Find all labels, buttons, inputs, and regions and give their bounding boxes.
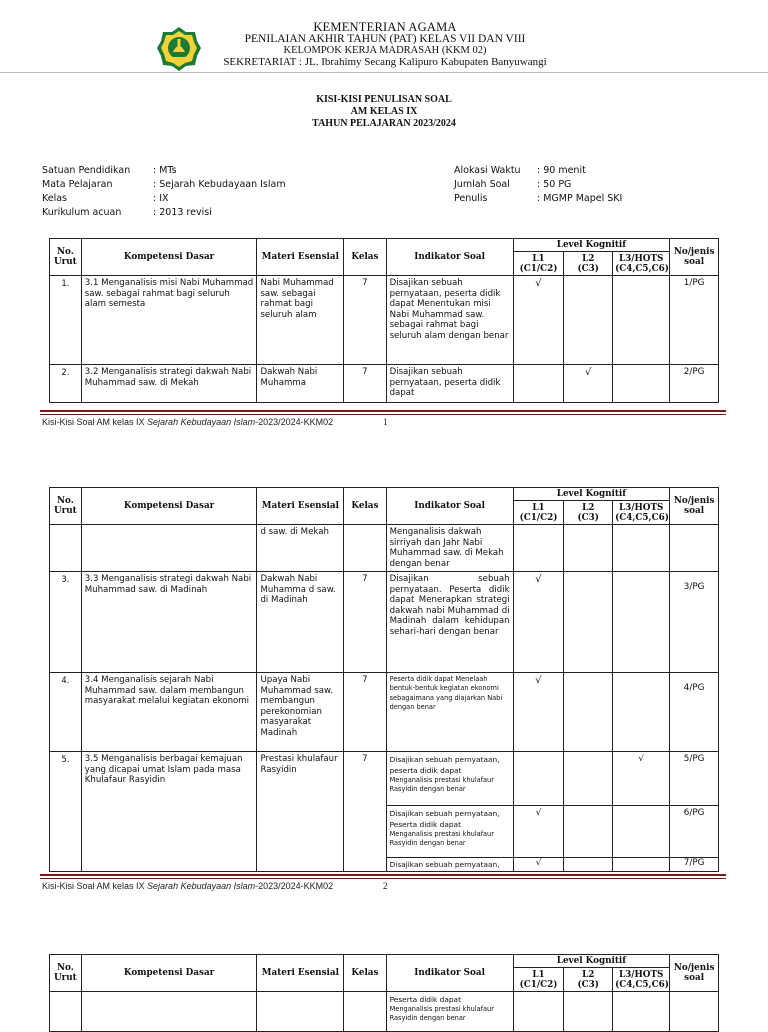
letterhead-exam: PENILAIAN AKHIR TAHUN (PAT) KELAS VII DAN VIII xyxy=(244,33,526,45)
row-l2 xyxy=(564,572,613,673)
header-l3 xyxy=(613,501,670,525)
row-kd: 3.3 Menganalisis strategi dakwah Nabi Muhammad saw. di Madinah xyxy=(81,572,257,673)
header-nojenis: No/jenis soal xyxy=(670,488,719,525)
row-nojenis: 4/PG xyxy=(670,673,719,752)
table-row xyxy=(50,365,719,403)
row-l1 xyxy=(513,525,564,572)
kisi-table-page3 xyxy=(49,954,719,1032)
meta-value: : MGMP Mapel SKI xyxy=(537,193,623,204)
row-no: 3. xyxy=(50,572,82,673)
row-kelas: 7 xyxy=(344,276,386,365)
header-level: Level Kognitif xyxy=(513,488,670,501)
footer-rule-thin xyxy=(40,878,726,879)
indikator-detail: Menganalisis prestasi khulafaur Rasyidin dengan benar xyxy=(389,776,494,794)
row-no xyxy=(50,525,82,572)
footer-suffix: -2023/2024-KKM02 xyxy=(255,881,334,891)
header-l1-sub: (C1/C2) xyxy=(519,512,558,523)
row-kd: 3.4 Menganalisis sejarah Nabi Muhammad saw. dalam membangun masyarakat melalui kegiatan ekonomi xyxy=(81,673,257,752)
row-kelas: 7 xyxy=(344,673,386,752)
row-nojenis: 7/PG xyxy=(670,858,719,872)
row-kelas: 7 xyxy=(344,365,386,403)
header-l1 xyxy=(513,501,564,525)
row-l2 xyxy=(564,806,613,858)
header-l1-label: L1 xyxy=(532,253,545,264)
meta-label: Kelas xyxy=(42,193,68,204)
header-l3-sub: (C4,C5,C6) xyxy=(615,979,669,990)
row-l3 xyxy=(613,673,670,752)
row-indikator xyxy=(386,673,513,752)
header-kelas: Kelas xyxy=(344,488,386,525)
row-l3 xyxy=(613,992,670,1032)
row-materi: Nabi Muhammad saw. sebagai rahmat bagi seluruh alam xyxy=(257,276,344,365)
row-l3 xyxy=(613,572,670,673)
header-l1-sub: (C1/C2) xyxy=(519,979,558,990)
row-nojenis: 2/PG xyxy=(670,365,719,403)
meta-row xyxy=(42,179,342,193)
table-row xyxy=(50,525,719,572)
meta-row xyxy=(454,179,714,193)
letterhead-rule xyxy=(0,72,768,73)
header-kd: Kompetensi Dasar xyxy=(81,239,257,276)
row-kd xyxy=(81,525,257,572)
row-materi: Dakwah Nabi Muhamma d saw. di Madinah xyxy=(257,572,344,673)
meta-label: Alokasi Waktu xyxy=(454,165,521,176)
meta-label: Jumlah Soal xyxy=(454,179,510,190)
row-no: 4. xyxy=(50,673,82,752)
header-l3 xyxy=(613,968,670,992)
header-l2-sub: (C3) xyxy=(577,263,599,274)
row-kd: 3.2 Menganalisis strategi dakwah Nabi Muhammad saw. di Mekah xyxy=(81,365,257,403)
row-kelas: 7 xyxy=(344,572,386,673)
header-l2-label: L2 xyxy=(582,969,595,980)
row-l3 xyxy=(613,365,670,403)
meta-value: : 90 menit xyxy=(537,165,586,176)
meta-right xyxy=(454,165,714,207)
table-header-row xyxy=(50,955,719,968)
header-indikator: Indikator Soal xyxy=(386,955,513,992)
header-l1-label: L1 xyxy=(532,502,545,513)
header-l3-label: L3/HOTS xyxy=(618,969,664,980)
header-materi: Materi Esensial xyxy=(257,488,344,525)
row-indikator xyxy=(386,806,513,858)
indikator-lead: Disajikan sebuah pernyataan, xyxy=(389,860,500,869)
row-nojenis: 1/PG xyxy=(670,276,719,365)
header-l3-label: L3/HOTS xyxy=(618,502,664,513)
footer-rule-thin xyxy=(40,414,726,415)
row-l2 xyxy=(564,525,613,572)
table-header-row xyxy=(50,488,719,501)
header-l2 xyxy=(564,252,613,276)
row-nojenis: 6/PG xyxy=(670,806,719,858)
header-kelas: Kelas xyxy=(344,239,386,276)
footer-suffix: -2023/2024-KKM02 xyxy=(255,417,334,427)
header-l1-label: L1 xyxy=(532,969,545,980)
footer-subject: Sejarah Kebudayaan Islam xyxy=(147,417,256,427)
header-l2 xyxy=(564,501,613,525)
row-kelas xyxy=(344,525,386,572)
row-no: 2. xyxy=(50,365,82,403)
row-l1-check: √ xyxy=(513,806,564,858)
footer-text-page2 xyxy=(42,881,333,891)
indikator-detail: Menelaah bentuk-bentuk kegiatan ekonomi sebagaimana yang diajarkan Nabi dengan benar xyxy=(389,675,503,712)
indikator-lead: Peserta didik dapat xyxy=(389,995,461,1004)
row-l1-check: √ xyxy=(513,673,564,752)
indikator-lead: Disajikan sebuah pernyataan, Peserta didik dapat xyxy=(389,809,500,829)
page-number-1: 1 xyxy=(383,417,388,427)
row-l2 xyxy=(564,276,613,365)
table-row xyxy=(50,673,719,752)
row-kelas xyxy=(344,992,386,1032)
meta-value: : 50 PG xyxy=(537,179,572,190)
letterhead-ministry: KEMENTERIAN AGAMA xyxy=(313,20,457,34)
row-indikator: Disajikan sebuah pernyataan, peserta didik dapat xyxy=(386,365,513,403)
row-l3 xyxy=(613,525,670,572)
meta-row xyxy=(42,193,342,207)
meta-row xyxy=(42,207,342,221)
indikator-detail: Menganalisis prestasi khulafaur Rasyidin dengan benar xyxy=(389,830,494,848)
header-level: Level Kognitif xyxy=(513,239,670,252)
doc-title-2: AM KELAS IX xyxy=(350,106,418,117)
meta-value: : IX xyxy=(153,193,169,204)
letterhead-group: KELOMPOK KERJA MADRASAH (KKM 02) xyxy=(283,45,487,56)
row-kd: 3.1 Menganalisis misi Nabi Muhammad saw. sebagai rahmat bagi seluruh alam semesta xyxy=(81,276,257,365)
header-materi: Materi Esensial xyxy=(257,239,344,276)
table-row xyxy=(50,572,719,673)
row-indikator: Menganalisis dakwah sirriyah dan Jahr Nabi Muhammad saw. di Mekah dengan benar xyxy=(386,525,513,572)
header-l2-sub: (C3) xyxy=(577,512,599,523)
header-kd: Kompetensi Dasar xyxy=(81,488,257,525)
row-l3 xyxy=(613,858,670,872)
header-no: No. Urut xyxy=(50,955,82,992)
footer-prefix: Kisi-Kisi Soal AM kelas IX xyxy=(42,881,148,891)
meta-label: Satuan Pendidikan xyxy=(42,165,131,176)
row-materi: Upaya Nabi Muhammad saw. membangun perekonomian masyarakat Madinah xyxy=(257,673,344,752)
header-l3-sub: (C4,C5,C6) xyxy=(615,263,669,274)
doc-title-3: TAHUN PELAJARAN 2023/2024 xyxy=(312,118,456,129)
header-indikator: Indikator Soal xyxy=(386,488,513,525)
row-l2 xyxy=(564,673,613,752)
meta-label: Penulis xyxy=(454,193,488,204)
row-kd xyxy=(81,992,257,1032)
header-kelas: Kelas xyxy=(344,955,386,992)
footer-subject: Sejarah Kebudayaan Islam xyxy=(147,881,256,891)
header-l2-label: L2 xyxy=(582,253,595,264)
row-l1 xyxy=(513,752,564,806)
row-l2 xyxy=(564,858,613,872)
header-no: No. Urut xyxy=(50,488,82,525)
row-nojenis xyxy=(670,525,719,572)
header-l1 xyxy=(513,252,564,276)
row-l1 xyxy=(513,992,564,1032)
header-l3 xyxy=(613,252,670,276)
row-indikator xyxy=(386,752,513,806)
row-nojenis: 5/PG xyxy=(670,752,719,806)
header-level: Level Kognitif xyxy=(513,955,670,968)
header-l2 xyxy=(564,968,613,992)
doc-title-1: KISI-KISI PENULISAN SOAL xyxy=(316,94,452,105)
row-materi: Prestasi khulafaur Rasyidin xyxy=(257,752,344,872)
header-nojenis: No/jenis soal xyxy=(670,955,719,992)
row-indikator xyxy=(386,858,513,872)
row-materi: d saw. di Mekah xyxy=(257,525,344,572)
indikator-detail: Menganalisis prestasi khulafaur Rasyidin dengan benar xyxy=(389,1005,494,1023)
page-number-2: 2 xyxy=(383,881,388,891)
indikator-lead: Peserta didik dapat xyxy=(389,675,454,683)
footer-text-page1 xyxy=(42,417,333,427)
row-no: 1. xyxy=(50,276,82,365)
row-l2-check: √ xyxy=(564,365,613,403)
header-l3-label: L3/HOTS xyxy=(618,253,664,264)
row-l3-check: √ xyxy=(613,752,670,806)
meta-left xyxy=(42,165,342,221)
row-l3 xyxy=(613,806,670,858)
row-indikator: Disajikan sebuah pernyataan, peserta didik dapat Menentukan misi Nabi Muhammad saw. sebagai rahmat bagi seluruh alam dengan benar xyxy=(386,276,513,365)
row-nojenis: 3/PG xyxy=(670,572,719,673)
header-l1 xyxy=(513,968,564,992)
meta-row xyxy=(42,165,342,179)
meta-row xyxy=(454,193,714,207)
row-kd: 3.5 Menganalisis berbagai kemajuan yang dicapai umat Islam pada masa Khulafaur Rasyidin xyxy=(81,752,257,872)
row-materi: Dakwah Nabi Muhamma xyxy=(257,365,344,403)
table-row xyxy=(50,276,719,365)
header-nojenis: No/jenis soal xyxy=(670,239,719,276)
header-l3-sub: (C4,C5,C6) xyxy=(615,512,669,523)
row-l2 xyxy=(564,992,613,1032)
row-l1-check: √ xyxy=(513,858,564,872)
row-no: 5. xyxy=(50,752,82,872)
meta-value: : MTs xyxy=(153,165,177,176)
row-materi xyxy=(257,992,344,1032)
kisi-table-page2 xyxy=(49,487,719,872)
letterhead-address: SEKRETARIAT : JL. Ibrahimy Secang Kalipuro Kabupaten Banyuwangi xyxy=(223,56,547,68)
footer-rule xyxy=(40,874,726,876)
header-l2-label: L2 xyxy=(582,502,595,513)
row-l1 xyxy=(513,365,564,403)
meta-label: Mata Pelajaran xyxy=(42,179,113,190)
header-indikator: Indikator Soal xyxy=(386,239,513,276)
row-indikator: Disajikan sebuah pernyataan. Peserta didik dapat Menerapkan strategi dakwah nabi Muhammad di Madinah dalam kehidupan sehari-hari dengan benar xyxy=(386,572,513,673)
table-row xyxy=(50,752,719,806)
row-nojenis xyxy=(670,992,719,1032)
row-l1-check: √ xyxy=(513,276,564,365)
meta-value: : 2013 revisi xyxy=(153,207,212,218)
row-l1-check: √ xyxy=(513,572,564,673)
header-materi: Materi Esensial xyxy=(257,955,344,992)
row-l3 xyxy=(613,276,670,365)
table-header-row xyxy=(50,239,719,252)
meta-row xyxy=(454,165,714,179)
meta-label: Kurikulum acuan xyxy=(42,207,122,218)
footer-prefix: Kisi-Kisi Soal AM kelas IX xyxy=(42,417,148,427)
meta-value: : Sejarah Kebudayaan Islam xyxy=(153,179,286,190)
table-row xyxy=(50,992,719,1032)
indikator-lead: Disajikan sebuah pernyataan, peserta didik dapat xyxy=(389,755,500,775)
row-l2 xyxy=(564,752,613,806)
header-l1-sub: (C1/C2) xyxy=(519,263,558,274)
header-no: No. Urut xyxy=(50,239,82,276)
row-no xyxy=(50,992,82,1032)
header-l2-sub: (C3) xyxy=(577,979,599,990)
row-indikator xyxy=(386,992,513,1032)
kisi-table-page1 xyxy=(49,238,719,403)
row-kelas: 7 xyxy=(344,752,386,872)
footer-rule xyxy=(40,410,726,412)
header-kd: Kompetensi Dasar xyxy=(81,955,257,992)
